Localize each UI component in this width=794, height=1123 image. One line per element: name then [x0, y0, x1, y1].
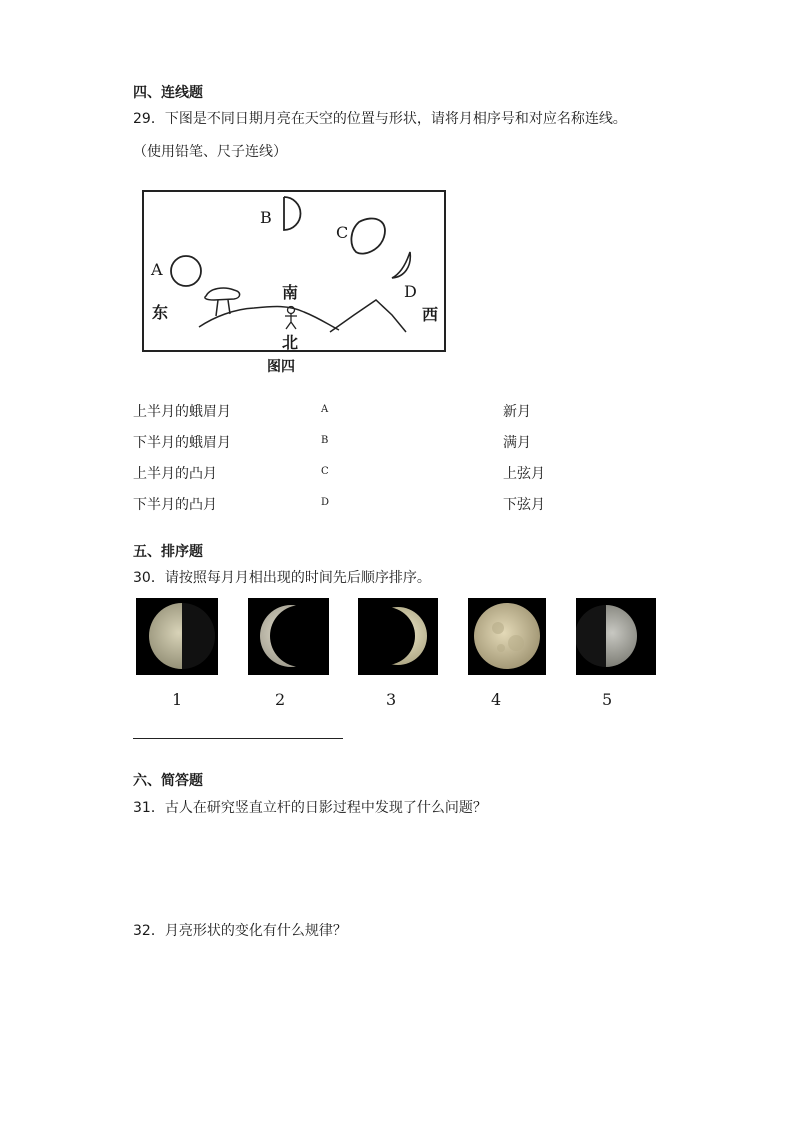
- moon-d-shape: [392, 252, 410, 278]
- photo-number-1: 1: [172, 690, 183, 709]
- left-item-2: 下半月的蛾眉月: [133, 435, 231, 451]
- hill-line: [199, 307, 339, 330]
- moon-photo-2: [248, 598, 329, 675]
- label-b: B: [260, 208, 272, 227]
- label-c: C: [336, 223, 349, 242]
- label-north: 北: [282, 333, 299, 352]
- moon-a-shape: [171, 256, 201, 286]
- photo-number-5: 5: [602, 690, 613, 709]
- photo-number-4: 4: [491, 690, 502, 709]
- answer-line[interactable]: [133, 738, 343, 739]
- left-item-3: 上半月的凸月: [133, 466, 217, 482]
- section-4-title: 四、连线题: [133, 85, 203, 101]
- moon-1-icon: [136, 598, 218, 675]
- moon-5-icon: [576, 598, 656, 675]
- moon-b-shape: [284, 197, 301, 230]
- moon-c-shape: [351, 218, 385, 253]
- right-item-1: 新月: [503, 404, 531, 420]
- moon-photo-4: [468, 598, 546, 675]
- mid-item-a: A: [321, 404, 329, 415]
- moon-2-icon: [248, 598, 329, 675]
- moon-3-icon: [358, 598, 438, 675]
- figure-drawing: [144, 192, 444, 350]
- photo-number-3: 3: [386, 690, 397, 709]
- mid-item-c: C: [321, 466, 329, 477]
- question-31-text: 31．古人在研究竖直立杆的日影过程中发现了什么问题？: [133, 800, 487, 816]
- tree-crown: [205, 288, 240, 300]
- mid-item-b: B: [321, 435, 329, 446]
- label-d: D: [404, 282, 417, 301]
- right-item-4: 下弦月: [503, 497, 545, 513]
- moon-photo-3: [358, 598, 438, 675]
- moon-4-icon: [468, 598, 546, 675]
- person-figure: [285, 313, 297, 329]
- left-item-4: 下半月的凸月: [133, 497, 217, 513]
- figure-caption: 图四: [267, 359, 295, 375]
- label-south: 南: [282, 283, 299, 302]
- label-a: A: [151, 260, 163, 279]
- question-29-text: 29．下图是不同日期月亮在天空的位置与形状，请将月相序号和对应名称连线。: [133, 111, 627, 127]
- label-east: 东: [152, 303, 169, 322]
- tree-trunk: [216, 300, 230, 316]
- mountain-line: [330, 300, 406, 332]
- right-item-3: 上弦月: [503, 466, 545, 482]
- mid-item-d: D: [321, 497, 330, 508]
- question-32-text: 32．月亮形状的变化有什么规律？: [133, 923, 347, 939]
- question-30-text: 30．请按照每月月相出现的时间先后顺序排序。: [133, 570, 431, 586]
- moon-photo-1: [136, 598, 218, 675]
- left-item-1: 上半月的蛾眉月: [133, 404, 231, 420]
- right-item-2: 满月: [503, 435, 531, 451]
- section-6-title: 六、简答题: [133, 773, 203, 789]
- question-29-note: （使用铅笔、尺子连线）: [133, 144, 287, 160]
- moon-position-figure: [142, 190, 446, 352]
- photo-number-2: 2: [275, 690, 286, 709]
- moon-photo-5: [576, 598, 656, 675]
- label-west: 西: [422, 305, 439, 324]
- section-5-title: 五、排序题: [133, 544, 203, 560]
